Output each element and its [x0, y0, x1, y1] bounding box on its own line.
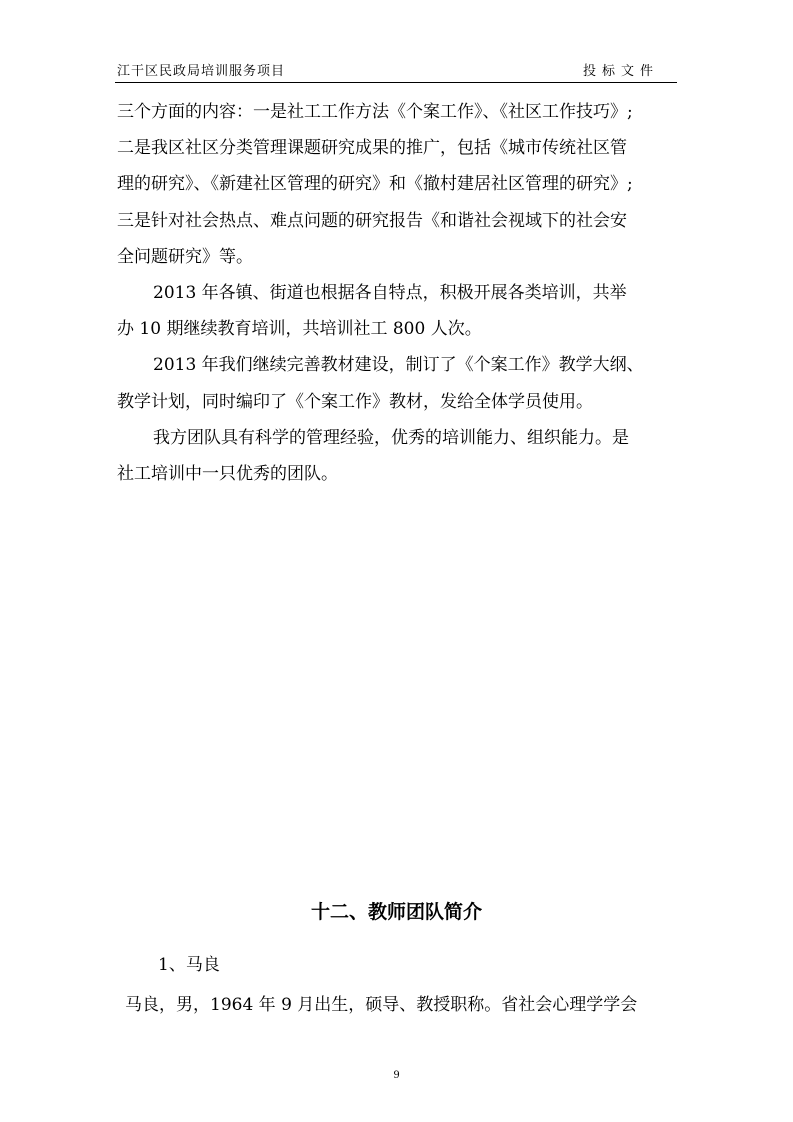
sub-item-heading: 1、马良	[158, 955, 220, 975]
paragraph-line: 三个方面的内容：一是社工工作方法《个案工作》、《社区工作技巧》;	[117, 102, 633, 122]
paragraph-line: 理的研究》、《新建社区管理的研究》和《撤村建居社区管理的研究》;	[117, 174, 633, 195]
paragraph-line: 社工培训中一只优秀的团队。	[117, 463, 338, 484]
bio-line: 马良，男，1964 年 9 月出生，硕导、教授职称。省社会心理学学会	[125, 995, 638, 1015]
header-divider	[115, 82, 677, 83]
paragraph-line: 2013 年各镇、街道也根据各自特点，积极开展各类培训，共举	[153, 282, 627, 303]
page-number: 9	[393, 1070, 400, 1081]
paragraph-line: 二是我区社区分类管理课题研究成果的推广，包括《城市传统社区管	[117, 138, 627, 159]
paragraph-line: 我方团队具有科学的管理经验，优秀的培训能力、组织能力。是	[153, 427, 629, 448]
section-title: 十二、教师团队简介	[310, 901, 482, 923]
header-doc-type: 投标文件	[583, 64, 660, 79]
body-text	[117, 94, 677, 492]
paragraph-line: 全问题研究》等。	[117, 246, 253, 267]
paragraph-line: 办 10 期继续教育培训，共培训社工 800 人次。	[117, 319, 482, 340]
header-project-name: 江干区民政局培训服务项目	[117, 64, 286, 79]
paragraph-line: 2013 年我们继续完善教材建设，制订了《个案工作》教学大纲、	[153, 355, 644, 376]
paragraph-line: 教学计划，同时编印了《个案工作》教材，发给全体学员使用。	[117, 391, 593, 412]
paragraph-line: 三是针对社会热点、难点问题的研究报告《和谐社会视域下的社会安	[117, 210, 627, 231]
